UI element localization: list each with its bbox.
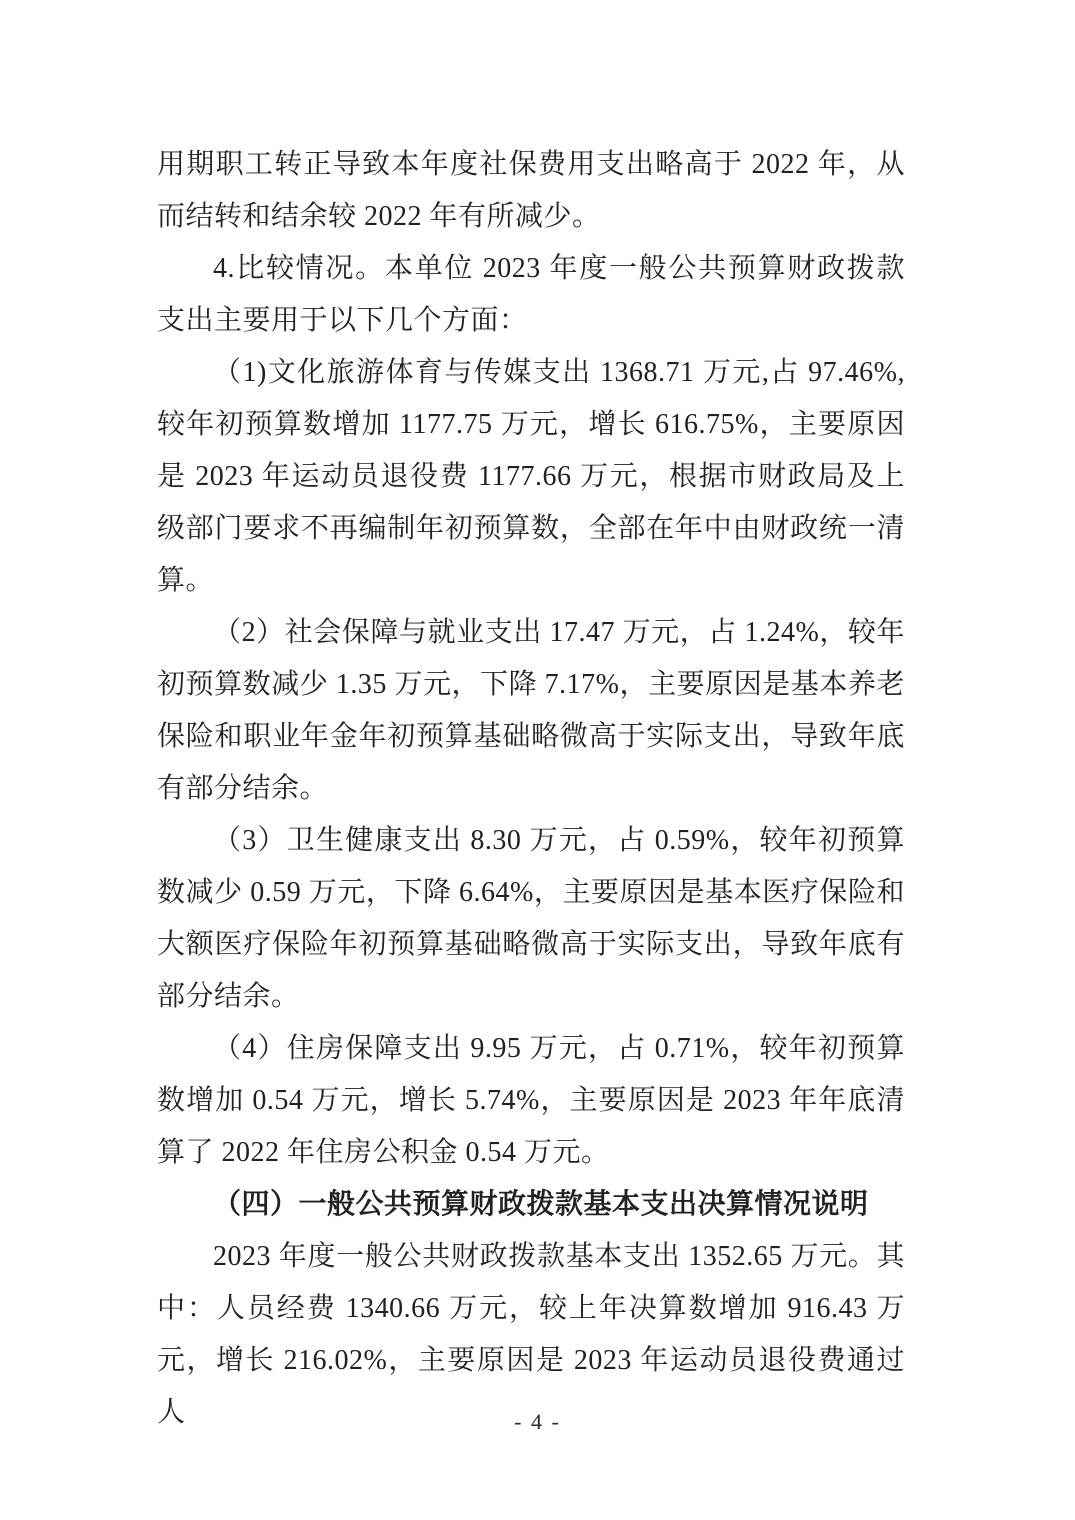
paragraph-housing-expenditure: （4）住房保障支出 9.95 万元，占 0.71%，较年初预算数增加 0.54 万元，增长 5.74%，主要原因是 2023 年年底清算了 2022 年住房公积金 0.54 万元。 (157, 1033, 905, 1168)
paragraph-item4-comparison: 4.比较情况。本单位 2023 年度一般公共预算财政拨款支出主要用于以下几个方面： (157, 253, 905, 336)
paragraph-culture-tourism-sports-media-expenditure: （1)文化旅游体育与传媒支出 1368.71 万元,占 97.46%,较年初预算数增加 1177.75 万元，增长 616.75%，主要原因是 2023 年运动员退役费 1177.66 万元，根据市财政局及上级部门要求不再编制年初预算数，全部在年中由财政统一清算。 (157, 357, 905, 596)
paragraph-health-expenditure: （3）卫生健康支出 8.30 万元，占 0.59%，较年初预算数减少 0.59 万元，下降 6.64%，主要原因是基本医疗保险和大额医疗保险年初预算基础略微高于实际支出，导致年底有部分结余。 (157, 825, 905, 1012)
paragraph-basic-expenditure-detail: 2023 年度一般公共财政拨款基本支出 1352.65 万元。其中：人员经费 1340.66 万元，较上年决算数增加 916.43 万元，增长 216.02%，主要原因是 2023 年运动员退役费通过人 (157, 1241, 905, 1428)
page-number: - 4 - (514, 1409, 561, 1434)
document-body (157, 139, 905, 1439)
paragraph-social-security-employment-expenditure: （2）社会保障与就业支出 17.47 万元，占 1.24%，较年初预算数减少 1.35 万元，下降 7.17%，主要原因是基本养老保险和职业年金年初预算基础略微高于实际支出，导致年底有部分结余。 (157, 617, 905, 804)
paragraph-continuation: 用期职工转正导致本年度社保费用支出略高于 2022 年，从而结转和结余较 2022 年有所减少。 (157, 149, 905, 232)
section-heading-basic-expenditure: （四）一般公共预算财政拨款基本支出决算情况说明 (213, 1189, 869, 1220)
